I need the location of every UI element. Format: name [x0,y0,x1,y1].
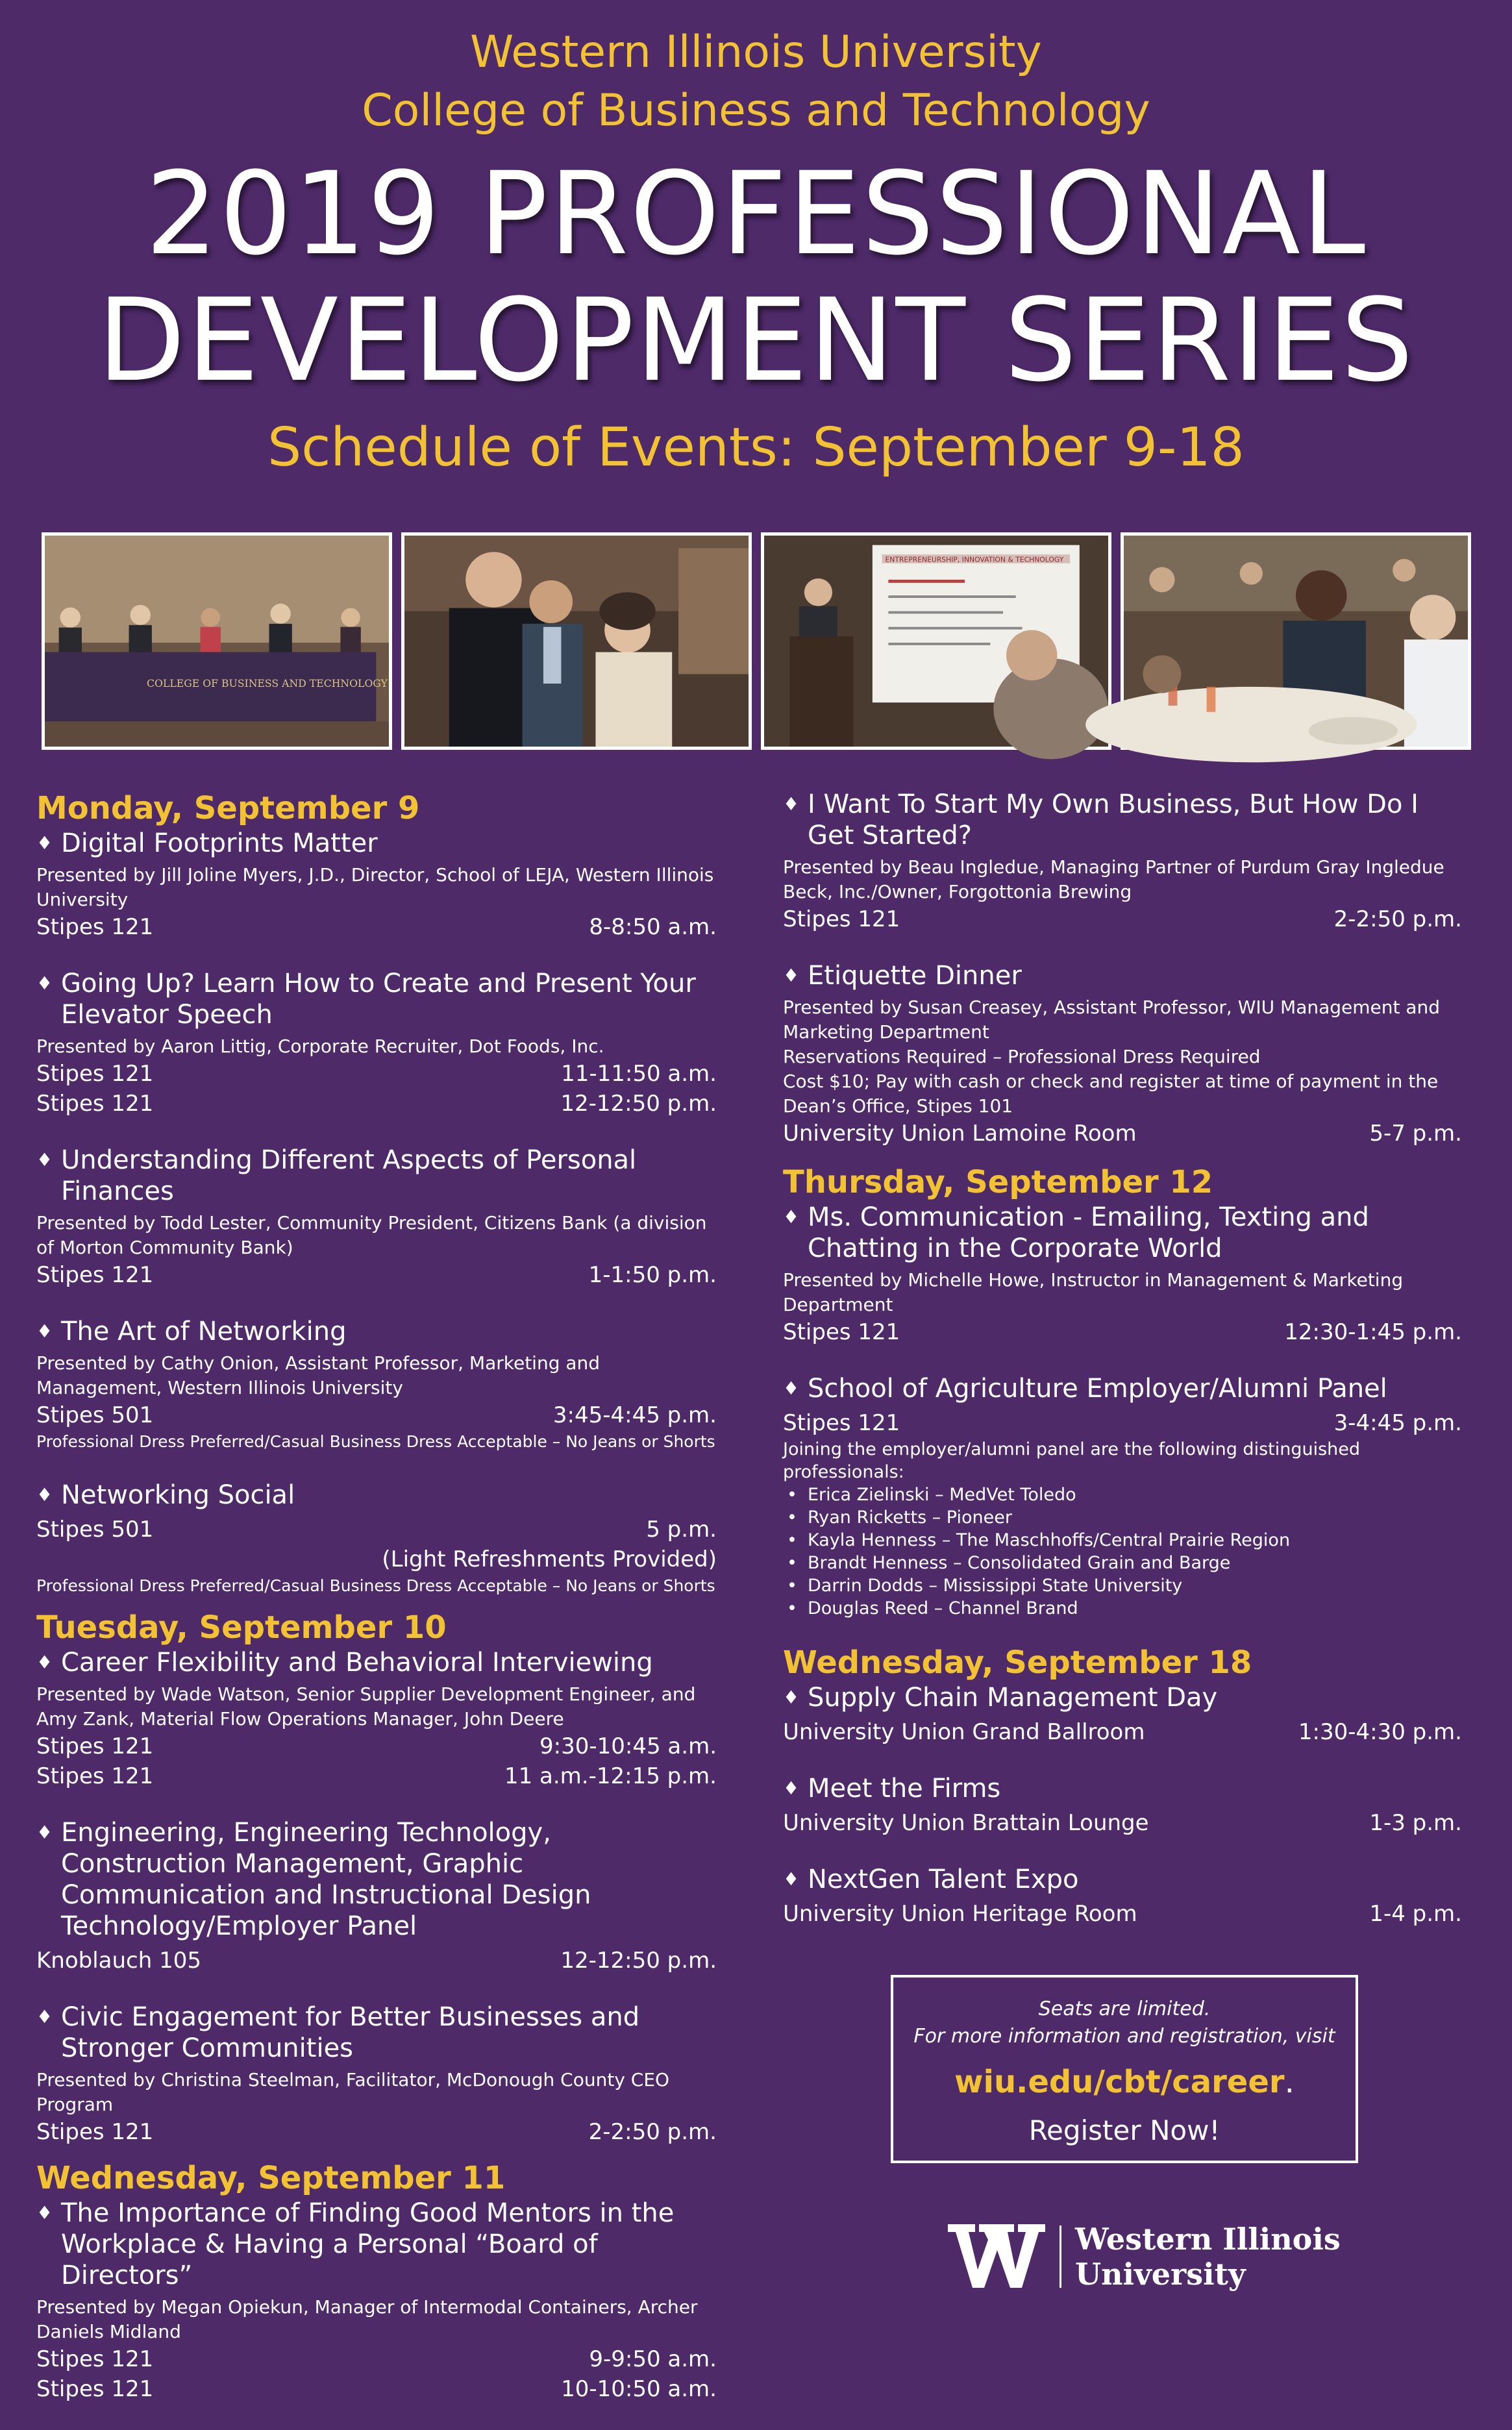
event-location: Stipes 121 [36,1763,154,1789]
event-title: Networking Social [61,1480,295,1510]
event-location: Stipes 501 [36,1402,154,1428]
diamond-icon: ♦ [36,973,53,994]
university-name: Western Illinois University [470,27,1042,78]
diamond-icon: ♦ [783,1206,800,1228]
event-presenter: Presented by Megan Opiekun, Manager of Intermodal Containers, Archer Daniels Midland [36,2296,698,2342]
schedule-subtitle: Schedule of Events: September 9-18 [267,417,1245,478]
event-location: Stipes 121 [36,2119,154,2145]
day-heading-tuesday: Tuesday, September 10 [36,1609,447,1646]
event-time: 1:30-4:30 p.m. [1298,1719,1462,1745]
refreshments-note: (Light Refreshments Provided) [382,1546,717,1572]
event-title: Going Up? Learn How to Create and Present Your Elevator Speech [61,969,696,1030]
event-location: Stipes 121 [36,2376,154,2402]
networking-photo [401,532,752,750]
registration-link[interactable]: wiu.edu/cbt/career [954,2064,1285,2100]
event-time: 9:30-10:45 a.m. [539,1733,717,1759]
diamond-icon: ♦ [36,1149,53,1171]
event-time: 3:45-4:45 p.m. [552,1402,717,1428]
banner-text: COLLEGE OF BUSINESS AND TECHNOLOGY [147,677,388,689]
event-time: 9-9:50 a.m. [589,2346,717,2372]
diamond-icon: ♦ [783,1687,800,1708]
day-heading-thursday: Thursday, September 12 [783,1164,1213,1200]
diamond-icon: ♦ [36,1652,53,1673]
event-title: The Importance of Finding Good Mentors in the Workplace & Having a Personal “Board of Directors” [61,2198,675,2290]
list-item: • Kayla Henness – The Maschhoffs/Central Prairie Region [783,1529,1462,1552]
event-time: 1-1:50 p.m. [588,1262,717,1288]
event-presenter: Presented by Jill Joline Myers, J.D., Director, School of LEJA, Western Illinois University [36,864,714,910]
event-presenter: Presented by Wade Watson, Senior Supplier Development Engineer, and Amy Zank, Material Flow Operations Manager, John Deere [36,1683,696,1730]
event-session [36,2374,717,2404]
diamond-icon: ♦ [783,965,800,986]
event-location: Stipes 121 [36,1091,154,1117]
reservation-note: Reservations Required – Professional Dress Required [783,1046,1261,1067]
schedule-left-column [36,789,717,2430]
event-session [36,1260,717,1290]
event-title: I Want To Start My Own Business, But How Do I Get Started? [808,789,1419,850]
event-personal-finances [36,1145,717,1290]
event-career-flexibility [36,1647,717,1791]
diamond-icon: ♦ [36,2006,53,2027]
event-title: Understanding Different Aspects of Personal Finances [61,1145,637,1206]
event-start-own-business [783,789,1462,934]
event-time: 10-10:50 a.m. [561,2376,717,2402]
event-supply-chain-day [783,1682,1462,1747]
event-time: 5-7 p.m. [1369,1121,1462,1147]
register-now-text: Register Now! [1028,2114,1221,2146]
event-title: Engineering, Engineering Technology, Construction Management, Graphic Communication and Instructional Design Technology/Employer Panel [61,1818,591,1941]
event-session [36,2117,717,2147]
event-location: Stipes 121 [36,2346,154,2372]
dinner-photo [1121,532,1471,750]
event-session [783,1717,1462,1747]
panelist-list [783,1483,1462,1620]
event-time: 5 p.m. [646,1517,717,1543]
event-session [783,904,1462,934]
event-location: Stipes 121 [783,1319,900,1345]
event-location: Stipes 121 [783,906,900,932]
event-ms-communication [783,1202,1462,1347]
event-location: Stipes 121 [783,1410,900,1436]
day-heading-wednesday-11: Wednesday, September 11 [36,2160,506,2196]
event-time: 12-12:50 p.m. [560,1948,717,1974]
event-title: Meet the Firms [808,1774,1001,1804]
diamond-icon: ♦ [36,1484,53,1506]
title-line-2: DEVELOPMENT SERIES [97,274,1415,407]
cost-note: Cost $10; Pay with cash or check and register at time of payment in the Dean’s Office, Stipes 101 [783,1071,1439,1117]
title-line-1: 2019 PROFESSIONAL [145,147,1367,280]
event-location: Stipes 121 [36,1262,154,1288]
event-presenter: Presented by Beau Ingledue, Managing Partner of Purdum Gray Ingledue Beck, Inc./Owner, Forgottonia Brewing [783,856,1444,902]
more-info-text: For more information and registration, visit [913,2025,1335,2048]
event-location: University Union Brattain Lounge [783,1810,1149,1836]
event-presenter: Presented by Cathy Onion, Assistant Professor, Marketing and Management, Western Illinois University [36,1352,601,1398]
diamond-icon: ♦ [783,1778,800,1799]
event-time: 1-3 p.m. [1369,1810,1462,1836]
list-item: • Ryan Ricketts – Pioneer [783,1506,1462,1529]
event-session [783,1808,1462,1838]
list-item: • Erica Zielinski – MedVet Toledo [783,1483,1462,1506]
event-location: Stipes 121 [36,1061,154,1087]
event-location: Stipes 121 [36,1733,154,1759]
event-location: Knoblauch 105 [36,1948,202,1974]
url-period: . [1284,2064,1295,2100]
event-session [36,1761,717,1791]
event-time: 2-2:50 p.m. [588,2119,717,2145]
event-time: 1-4 p.m. [1369,1901,1462,1927]
event-civic-engagement [36,2002,717,2147]
event-art-of-networking [36,1316,717,1454]
college-name: College of Business and Technology [362,85,1150,136]
seats-limited-text: Seats are limited. [1038,1998,1211,2020]
event-presenter: Presented by Christina Steelman, Facilitator, McDonough County CEO Program [36,2069,670,2115]
event-location: University Union Grand Ballroom [783,1719,1145,1745]
event-networking-social [36,1480,717,1598]
event-session [783,1408,1462,1438]
event-session [36,912,717,942]
w-logo-icon [948,2220,1045,2292]
diamond-icon: ♦ [783,793,800,815]
schedule-right-column [783,789,1462,1955]
event-digital-footprints [36,828,717,942]
event-title: Supply Chain Management Day [808,1683,1218,1713]
event-agriculture-panel [783,1373,1462,1620]
diamond-icon: ♦ [36,1822,53,1843]
event-session [783,1119,1462,1148]
event-good-mentors [36,2198,717,2404]
panel-intro: Joining the employer/alumni panel are the following distinguished professionals: [783,1439,1361,1482]
logo-name-line-1: Western Illinois [1075,2222,1341,2257]
logo-divider [1060,2225,1061,2288]
event-session [783,1317,1462,1347]
event-presenter: Presented by Michelle Howe, Instructor in Management & Marketing Department [783,1269,1404,1315]
event-title: School of Agriculture Employer/Alumni Panel [808,1374,1387,1404]
event-presenter: Presented by Aaron Littig, Corporate Recruiter, Dot Foods, Inc. [36,1035,604,1057]
wiu-logo [948,2220,1402,2292]
event-location: University Union Heritage Room [783,1901,1137,1927]
dress-code-note: Professional Dress Preferred/Casual Business Dress Acceptable – No Jeans or Shorts [36,1432,715,1451]
event-title: The Art of Networking [61,1317,347,1346]
diamond-icon: ♦ [783,1378,800,1399]
diamond-icon: ♦ [36,2202,53,2224]
event-presenter: Presented by Todd Lester, Community President, Citizens Bank (a division of Morton Community Bank) [36,1212,707,1258]
logo-name-line-2: University [1075,2257,1246,2292]
event-title: Civic Engagement for Better Businesses and Stronger Communities [61,2002,640,2063]
event-presenter: Presented by Susan Creasey, Assistant Professor, WIU Management and Marketing Department [783,997,1441,1043]
list-item: • Brandt Henness – Consolidated Grain and Barge [783,1552,1462,1574]
event-time: 2-2:50 p.m. [1333,906,1462,932]
event-time: 12:30-1:45 p.m. [1284,1319,1462,1345]
list-item: • Douglas Reed – Channel Brand [783,1597,1462,1620]
event-session [36,1400,717,1430]
event-time: 8-8:50 a.m. [589,914,717,940]
photo-strip [42,532,1471,750]
event-title: Ms. Communication - Emailing, Texting and Chatting in the Corporate World [808,1202,1369,1263]
day-heading-monday: Monday, September 9 [36,790,420,826]
event-session [36,1946,717,1976]
dress-code-note: Professional Dress Preferred/Casual Business Dress Acceptable – No Jeans or Shorts [36,1576,715,1595]
day-heading-wednesday-18: Wednesday, September 18 [783,1644,1252,1681]
event-session [36,1731,717,1761]
event-session [36,2344,717,2374]
event-location: University Union Lamoine Room [783,1121,1137,1147]
event-title: NextGen Talent Expo [808,1865,1079,1894]
registration-box [891,1975,1358,2163]
event-title: Digital Footprints Matter [61,828,378,858]
diamond-icon: ♦ [36,832,53,854]
event-meet-the-firms [783,1773,1462,1838]
event-time: 11-11:50 a.m. [561,1061,717,1087]
event-session [36,1059,717,1089]
event-location: Stipes 121 [36,914,154,940]
diamond-icon: ♦ [783,1868,800,1890]
presentation-photo [761,532,1111,750]
event-location: Stipes 501 [36,1517,154,1543]
event-time: 3-4:45 p.m. [1333,1410,1462,1436]
list-item: • Darrin Dodds – Mississippi State University [783,1574,1462,1597]
event-etiquette-dinner [783,960,1462,1148]
panel-discussion-photo [42,532,392,750]
event-session [36,1515,717,1544]
event-engineering-panel [36,1817,717,1976]
event-session [783,1899,1462,1929]
event-nextgen-talent-expo [783,1864,1462,1929]
event-time: 12-12:50 p.m. [560,1091,717,1117]
event-title: Career Flexibility and Behavioral Interviewing [61,1648,653,1678]
event-time: 11 a.m.-12:15 p.m. [504,1763,717,1789]
diamond-icon: ♦ [36,1320,53,1342]
event-elevator-speech [36,968,717,1119]
event-title: Etiquette Dinner [808,961,1022,991]
slide-text: ENTREPRENEURSHIP, INNOVATION & TECHNOLOGY [885,555,1064,564]
event-session [36,1089,717,1119]
